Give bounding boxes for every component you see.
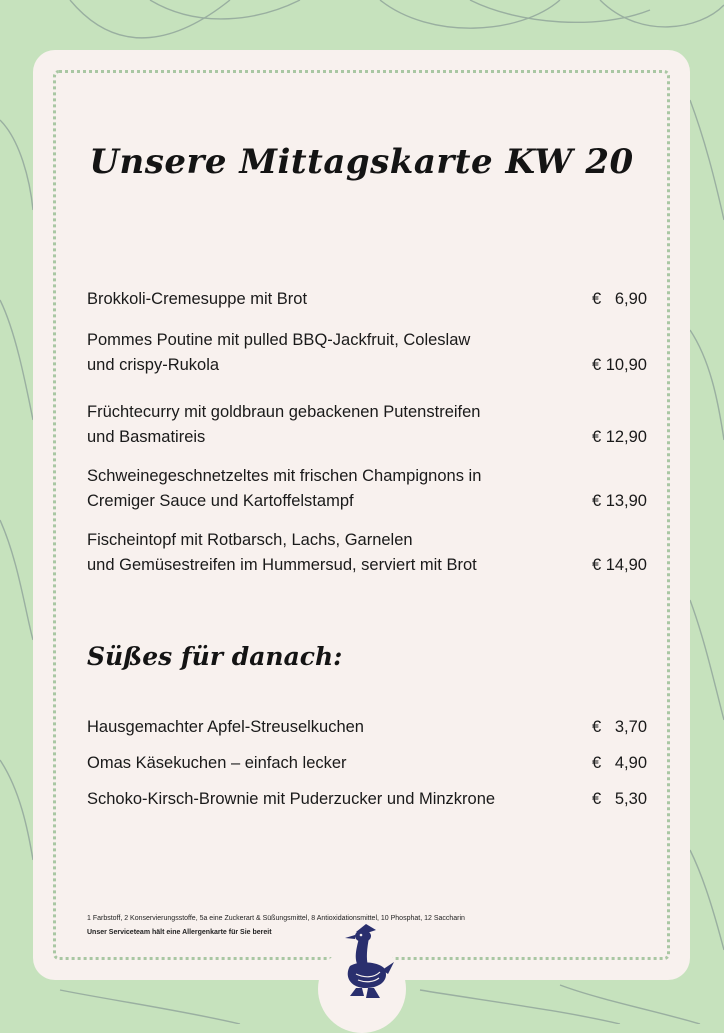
- page-title: Unsere Mittagskarte KW 20: [89, 142, 634, 182]
- dessert-item-price: € 5,30: [591, 790, 647, 808]
- duck-logo-icon: [336, 918, 396, 1000]
- menu-item-price: € 10,90: [591, 356, 647, 374]
- dotted-border: [53, 70, 670, 960]
- allergen-note: Unser Serviceteam hält eine Allergenkarte für Sie bereit: [87, 929, 272, 936]
- dessert-item: [87, 786, 647, 812]
- menu-item: [87, 462, 647, 514]
- dessert-item-price: € 3,70: [591, 718, 647, 736]
- additives-footnote: 1 Farbstoff, 2 Konservierungsstoffe, 5a eine Zuckerart & Süßungsmittel, 8 Antioxidationsmittel, 10 Phosphat, 12 Saccharin: [87, 915, 465, 922]
- menu-item-price: € 12,90: [591, 428, 647, 446]
- dessert-item-price: € 4,90: [591, 754, 647, 772]
- menu-item-name: Brokkoli-Cremesuppe mit Brot: [87, 290, 308, 308]
- menu-item: [87, 286, 647, 312]
- dessert-item: [87, 714, 647, 740]
- menu-item-price: € 14,90: [591, 556, 647, 574]
- menu-item: [87, 398, 647, 450]
- dessert-item-name: Omas Käsekuchen – einfach lecker: [87, 754, 347, 772]
- menu-item: [87, 526, 647, 578]
- menu-item-name: Pommes Poutine mit pulled BBQ-Jackfruit, Coleslaw und crispy-Rukola: [87, 331, 471, 374]
- menu-item: [87, 326, 647, 378]
- menu-item-price: € 6,90: [591, 290, 647, 308]
- dessert-item-name: Hausgemachter Apfel-Streuselkuchen: [87, 718, 364, 736]
- dessert-item-name: Schoko-Kirsch-Brownie mit Puderzucker und Minzkrone: [87, 790, 496, 808]
- dessert-item: [87, 750, 647, 776]
- dessert-heading: Süßes für danach:: [87, 642, 343, 671]
- menu-item-name: Fischeintopf mit Rotbarsch, Lachs, Garnelen und Gemüsestreifen im Hummersud, serviert mit Brot: [87, 531, 477, 574]
- menu-item-price: € 13,90: [591, 492, 647, 510]
- menu-card: [33, 50, 690, 980]
- menu-item-name: Früchtecurry mit goldbraun gebackenen Putenstreifen und Basmatireis: [87, 403, 481, 446]
- menu-item-name: Schweinegeschnetzeltes mit frischen Champignons in Cremiger Sauce und Kartoffelstampf: [87, 467, 482, 510]
